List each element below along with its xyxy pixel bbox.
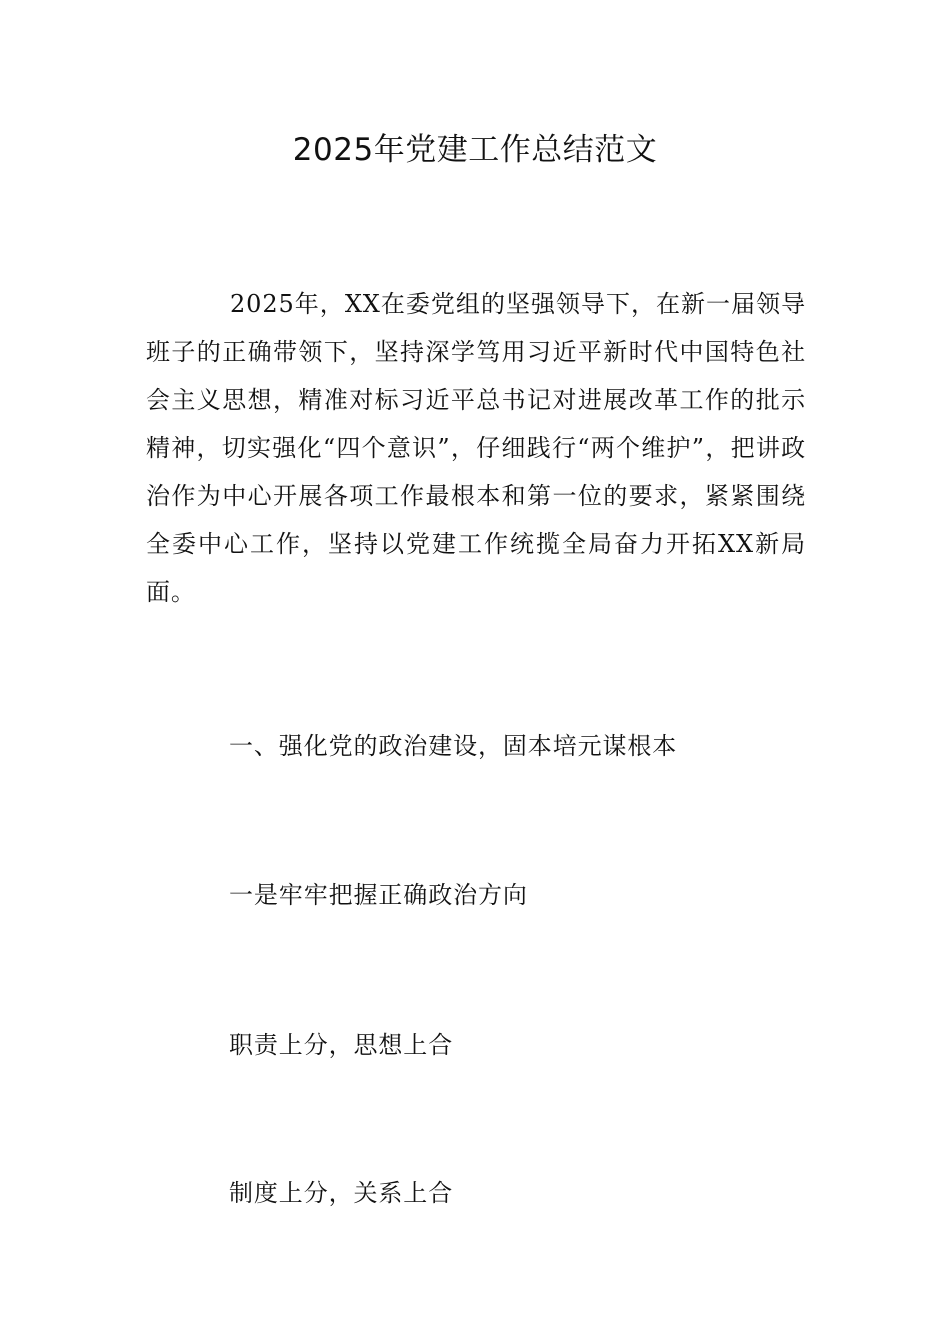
document-title: 2025年党建工作总结范文 (292, 132, 658, 168)
text-line: 制度上分，关系上合 (229, 1179, 454, 1207)
body-paragraph: 2025年，XX在委党组的坚强领导下，在新一届领导班子的正确带领下，坚持深学笃用习近平新时代中国特色社会主义思想，精准对标习近平总书记对进展改革工作的批示精神，切实强化“四个意识”，仔细践行“两个维护”，把讲政治作为中心开展各项工作最根本和第一位的要求，紧紧围绕全委中心工作，坚持以党建工作统揽全局奋力开拓XX新局面。 (146, 290, 806, 606)
subheading: 一是牢牢把握正确政治方向 (229, 881, 528, 909)
text-line: 职责上分，思想上合 (229, 1031, 454, 1059)
section-heading: 一、强化党的政治建设，固本培元谋根本 (229, 732, 678, 760)
